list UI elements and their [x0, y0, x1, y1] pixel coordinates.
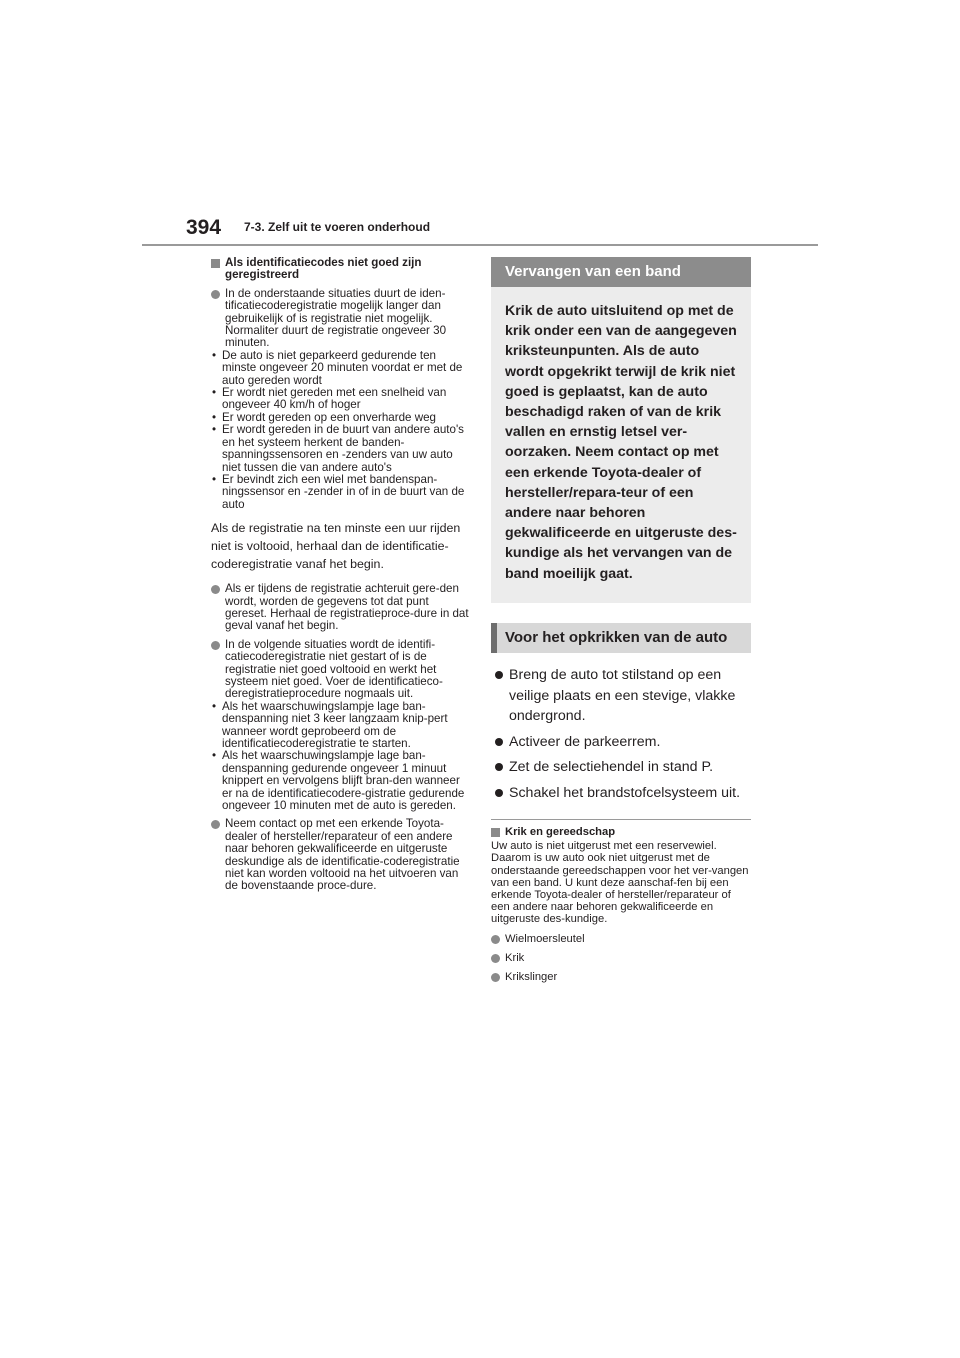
tools-heading-text: Krik en gereedschap — [505, 826, 616, 838]
section-header-tire: Vervangen van een band — [491, 257, 751, 287]
sub-item: • Er wordt niet gereden met een snelheid van ongeveer 40 km/h of hoger — [211, 387, 469, 412]
list-item — [491, 952, 751, 964]
tool-label: Wielmoersleutel — [505, 932, 585, 945]
circle-bullet-icon — [211, 585, 220, 594]
tool-label: Krikslinger — [505, 971, 558, 984]
sub-item: • Er wordt gereden in de buurt van andere auto's en het systeem herkent de banden-spanningssensoren en -zenders van uw auto niet tussen die van andere auto's — [211, 424, 469, 474]
item-text: Als er tijdens de registratie achteruit gere-den wordt, worden de gegevens tot dat punt gereset. Herhaal de registratieproce-dure in dat geval vanaf het begin. — [225, 582, 469, 633]
divider — [491, 819, 751, 820]
tool-label: Krik — [505, 951, 525, 964]
tools-heading — [491, 826, 751, 838]
heading-text: Als identificatiecodes niet goed zijn geregistreerd — [225, 256, 422, 282]
item-text: In de onderstaande situaties duurt de iden-tificatiecoderegistratie mogelijk langer dan gebruikelijk of is registratie niet mogelijk. Normaliter duurt de registratie ongeveer 30 minuten. — [225, 286, 447, 350]
list-item — [211, 288, 469, 511]
sub-item: • Als het waarschuwingslampje lage ban-denspanning gedurende ongeveer 1 minuut knippert en vervolgens blijft bran-den wanneer er na de identificatiecodere-gistratie gedurende ongeveer 10 minuten met de auto is gereden. — [211, 750, 469, 812]
section-header-jacking — [491, 623, 751, 653]
circle-bullet-icon — [491, 935, 500, 944]
section-title: 7-3. Zelf uit te voeren onderhoud — [244, 220, 431, 234]
paragraph: Als de registratie na ten minste een uur rijden niet is voltooid, herhaal dan de identificatie-coderegistratie vanaf het begin. — [211, 521, 461, 572]
list-item: Breng de auto tot stilstand op een veilige plaats en een stevige, vlakke ondergrond. — [491, 665, 751, 727]
warning-box: Krik de auto uitsluitend op met de krik onder een van de aangegeven kriksteunpunten. Als de auto wordt opgekrikt terwijl de krik niet goed is geplaatst, kan de auto beschadigd raken of van de krik vallen en ernstig letsel ver-oorzaken. Neem contact op met een erkende Toyota-dealer of hersteller/repara-teur of een andere naar behoren gekwalificeerde en uitgeruste des-kundige als het vervangen van de band moeilijk gaat. — [491, 287, 751, 603]
sub-item: • Er bevindt zich een wiel met bandenspan-ningssensor en -zender in of in de buurt van de auto — [211, 474, 469, 511]
circle-bullet-icon — [211, 641, 220, 650]
heading-identification-codes — [211, 257, 469, 282]
tools-text: Uw auto is niet uitgerust met een reservewiel. Daarom is uw auto ook niet uitgerust met de onderstaande gereedschappen voor het ver-vangen van een band. U kunt deze aanschaf-fen bij een erkende Toyota-dealer of hersteller/reparateur of een andere naar behoren gekwalificeerde en uitgeruste des-kundige. — [491, 840, 749, 926]
subtitle-text: Voor het opkrikken van de auto — [505, 629, 728, 646]
item-text: Neem contact op met een erkende Toyota-dealer of hersteller/reparateur of een andere naar behoren gekwalificeerde en uitgeruste deskundige als de identificatie-coderegistratie niet kan worden voltooid na het uitvoeren van de bovenstaande proce-dure. — [225, 817, 460, 893]
page-number: 394 — [186, 216, 222, 239]
tools-section — [491, 826, 751, 983]
circle-bullet-icon — [211, 820, 220, 829]
list-item: Activeer de parkeerrem. — [491, 732, 751, 753]
list-item: Zet de selectiehendel in stand P. — [491, 757, 751, 778]
right-column — [491, 257, 751, 983]
square-bullet-icon — [211, 259, 220, 268]
list-item — [211, 583, 469, 633]
circle-bullet-icon — [491, 973, 500, 982]
item-text: In de volgende situaties wordt de identifi-catiecoderegistratie niet gestart of is de registratie niet goed voltooid en werkt het systeem niet goed. Voer de identificatieco-deregistratieprocedure nogmaals uit. — [225, 637, 443, 701]
list-item — [211, 639, 469, 813]
list-item — [491, 933, 751, 945]
circle-bullet-icon — [491, 954, 500, 963]
list-item — [211, 818, 469, 892]
list-item — [491, 971, 751, 983]
circle-bullet-icon — [211, 290, 220, 299]
list-item: Schakel het brandstofcelsysteem uit. — [491, 783, 751, 804]
header-rule — [142, 244, 818, 246]
sub-item: • Er wordt gereden op een onverharde weg — [211, 412, 469, 424]
sub-item: • Als het waarschuwingslampje lage ban-denspanning niet 3 keer langzaam knip-pert wanneer wordt geprobeerd om de identificatiecoderegistratie te starten. — [211, 701, 469, 751]
square-bullet-icon — [491, 828, 500, 837]
left-column — [211, 257, 469, 899]
sub-item: • De auto is niet geparkeerd gedurende ten minste ongeveer 20 minuten voordat er met de auto gereden wordt — [211, 350, 469, 387]
